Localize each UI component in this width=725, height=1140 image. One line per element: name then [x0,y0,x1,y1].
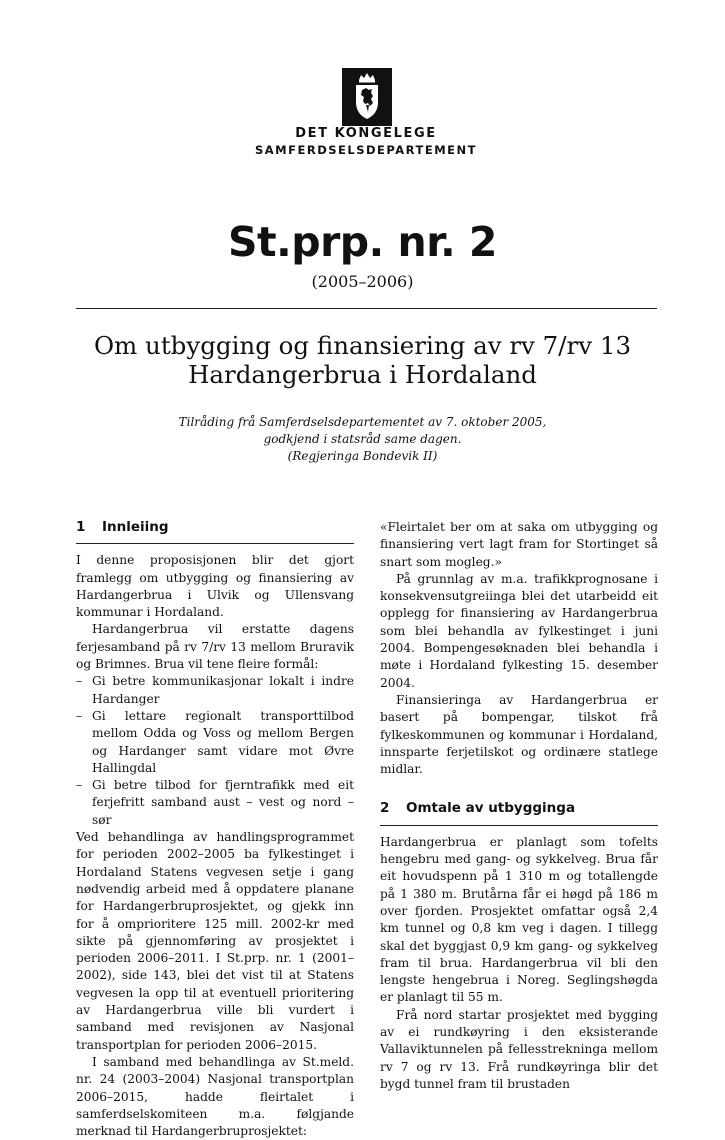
department-line-1: DET KONGELEGE [295,126,437,141]
list-item: – Gi lettare regionalt transporttilbod mellom Odda og Voss og mellom Bergen og Hardanger samt vidare mot Øvre Hallingdal [76,708,354,777]
section-heading [380,800,658,825]
title-line-1: Om utbygging og finansiering av rv 7/rv 13 [93,331,632,360]
document-title [60,331,665,389]
paragraph: I denne proposisjonen blir det gjort framlegg om utbygging og finansiering av Hardangerbrua i Ulvik og Ullensvang kommunar i Hordaland. [76,553,354,620]
paragraph: I samband med behandlinga av St.meld. nr. 24 (2003–2004) Nasjonal transportplan 2006–2015, hadde fleirtalet i samferdselskomiteen m.a. følgjande merknad til Hardangerbruprosjektet: [76,1054,354,1139]
document-number: St.prp. nr. 2 [228,218,497,266]
recommendation-line-1: Tilråding frå Samferdselsdepartementet av 7. oktober 2005, [178,415,547,429]
section-title: Innleiing [102,519,169,535]
paragraph: Hardangerbrua vil erstatte dagens ferjesamband på rv 7/rv 13 mellom Bruravik og Brimnes. Brua vil tene fleire formål: [76,622,354,672]
recommendation-line-2: godkjend i statsråd same dagen. [263,432,462,446]
purpose-list [76,673,354,829]
section-heading [76,519,354,544]
title-divider [76,308,657,309]
paragraph: Frå nord startar prosjektet med bygging av ei rundkøyring i den eksisterande Vallaviktunnelen på fellesstrekninga mellom rv 7 og rv 13. Frå rundkøyringa blir det bygd tunnel fram til brustaden [380,1007,658,1091]
paragraph: Ved behandlinga av handlingsprogrammet for perioden 2002–2005 ba fylkestinget i Hordaland Statens vegvesen setje i gang nødvendig arbeid med å oppdatere planane for Hardangerbruprosjektet, og gjekk inn for å omprioritere 125 mill. 2002-kr med sikte på gjennomføring av prosjektet i perioden 2006–2011. I St.prp. nr. 1 (2001–2002), side 143, blei det vist til at Statens vegvesen la opp til at eventuell prioritering av Hardangerbrua ville bli vurdert i samband med revisjonen av Nasjonal transportplan for perioden 2006–2015. [76,830,354,1052]
section-title: Omtale av utbygginga [406,800,576,817]
list-item: – Gi betre tilbod for fjerntrafikk med eit ferjefritt samband aust – vest og nord – sør [76,777,354,829]
title-line-2: Hardangerbrua i Hordaland [188,360,537,389]
section-number: 1 [76,519,86,535]
recommendation-note [0,414,725,465]
right-column [380,519,658,1093]
paragraph: Hardangerbrua er planlagt som tofelts hengebru med gang- og sykkelveg. Brua får eit hovudspenn på 1 310 m og totallengde på 1 380 m. Brutårna får ei høgd på 186 m over fjorden. Prosjektet omfattar også 2,4 km tunnel og 0,8 km veg i dagen. I tillegg skal det byggjast 0,9 km gang- og sykkelveg fram til brua. Hardangerbrua vil bli den lengste hengebrua i Noreg. Seglingshøgda er planlagt til 55 m. [380,834,658,1005]
paragraph: Finansieringa av Hardangerbrua er basert på bompengar, tilskot frå fylkeskommunen og kommunar i Hordaland, innsparte ferjetilskot og ordinære statlege midlar. [380,692,658,777]
document-period: (2005–2006) [311,272,414,291]
section-number: 2 [380,800,390,817]
department-name [236,126,496,158]
royal-coat-of-arms-logo [342,68,392,126]
left-column [76,519,354,1140]
committee-quote: «Fleirtalet ber om at saka om utbygging og finansiering vert lagt fram for Stortinget så snart som mogleg.» [380,520,658,569]
department-line-2: SAMFERDSELSDEPARTEMENT [255,143,477,157]
paragraph: På grunnlag av m.a. trafikkprognosane i konsekvensutgreiinga blei det utarbeidd eit opplegg for finansiering av Hardangerbrua som blei behandla av fylkestinget i juni 2004. Bompengesøknaden blei behandla i møte i Hordaland fylkesting 15. desember 2004. [380,571,658,690]
recommendation-line-3: (Regjeringa Bondevik II) [287,449,438,463]
section-spacer [380,778,658,800]
list-item: – Gi betre kommunikasjonar lokalt i indre Hardanger [76,673,354,708]
